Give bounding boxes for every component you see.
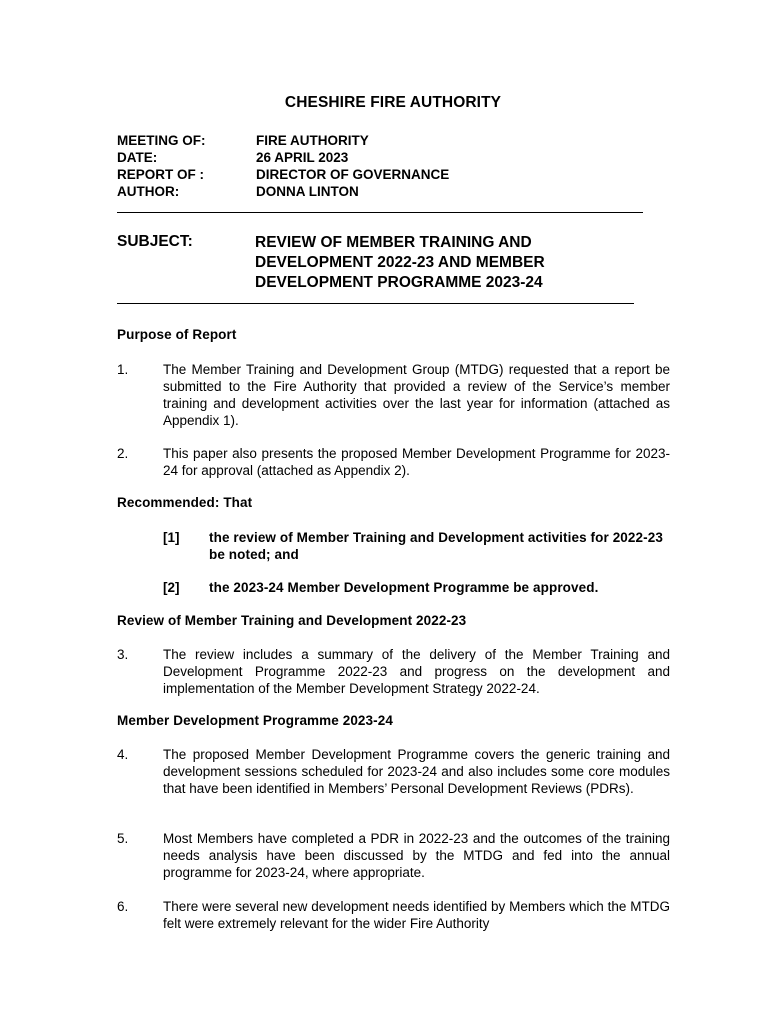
paragraph-1 bbox=[117, 361, 670, 429]
recommendation-number: [1] bbox=[163, 530, 180, 545]
subject-text bbox=[255, 233, 655, 293]
paragraph-text: This paper also presents the proposed Member Development Programme for 2023-24 for approval (attached as Appendix 2). bbox=[163, 446, 670, 478]
programme-heading: Member Development Programme 2023-24 bbox=[117, 713, 393, 728]
paragraph-number: 1. bbox=[117, 362, 129, 377]
meeting-details bbox=[117, 132, 449, 200]
paragraph-number: 3. bbox=[117, 647, 129, 662]
divider-line bbox=[117, 303, 634, 304]
recommendation-text: the review of Member Training and Development activities for 2022-23 be noted; and bbox=[209, 530, 663, 562]
paragraph-text: The Member Training and Development Group (MTDG) requested that a report be submitted to the Fire Authority that provided a review of the Service’s member training and development activities over the last year for information (attached as Appendix 1). bbox=[163, 362, 670, 428]
paragraph-text: The review includes a summary of the delivery of the Member Training and Development Programme 2022-23 and progress on the development and implementation of the Member Development Strategy 2022-24. bbox=[163, 647, 670, 696]
meta-label: MEETING OF: bbox=[117, 133, 206, 148]
document-title: CHESHIRE FIRE AUTHORITY bbox=[284, 94, 502, 111]
paragraph-5 bbox=[117, 830, 670, 881]
paragraph-number: 4. bbox=[117, 747, 129, 762]
subject-line: DEVELOPMENT PROGRAMME 2023-24 bbox=[255, 274, 543, 291]
meta-row-report-of bbox=[117, 166, 449, 183]
paragraph-text: The proposed Member Development Programme covers the generic training and development sessions scheduled for 2023-24 and also includes some core modules that have been identified in Members’ Personal Development Reviews (PDRs). bbox=[163, 747, 670, 796]
recommendation-text: the 2023-24 Member Development Programme be approved. bbox=[209, 580, 599, 595]
paragraph-4 bbox=[117, 746, 670, 797]
recommendation-1 bbox=[163, 529, 670, 563]
paragraph-number: 6. bbox=[117, 899, 129, 914]
divider-line bbox=[117, 212, 643, 213]
paragraph-number: 2. bbox=[117, 446, 129, 461]
meta-label: DATE: bbox=[117, 150, 158, 165]
paragraph-2 bbox=[117, 445, 670, 479]
meta-value: DONNA LINTON bbox=[256, 184, 359, 199]
subject-line: REVIEW OF MEMBER TRAINING AND bbox=[255, 234, 532, 251]
recommendation-number: [2] bbox=[163, 580, 180, 595]
paragraph-6 bbox=[117, 898, 670, 932]
meta-label: REPORT OF : bbox=[117, 167, 204, 182]
meta-value: DIRECTOR OF GOVERNANCE bbox=[256, 167, 450, 182]
meta-value: FIRE AUTHORITY bbox=[256, 133, 369, 148]
review-heading: Review of Member Training and Development 2022-23 bbox=[117, 613, 467, 628]
meta-row-author bbox=[117, 183, 449, 200]
paragraph-3 bbox=[117, 646, 670, 697]
meta-value: 26 APRIL 2023 bbox=[256, 150, 349, 165]
purpose-heading: Purpose of Report bbox=[117, 327, 237, 342]
paragraph-text: There were several new development needs identified by Members which the MTDG felt were extremely relevant for the wider Fire Authority bbox=[163, 899, 670, 931]
recommendation-2 bbox=[163, 579, 670, 596]
meta-label: AUTHOR: bbox=[117, 184, 180, 199]
meta-row-meeting bbox=[117, 132, 449, 149]
paragraph-number: 5. bbox=[117, 831, 129, 846]
subject-label: SUBJECT: bbox=[117, 233, 193, 250]
meta-row-date bbox=[117, 149, 449, 166]
recommended-heading: Recommended: That bbox=[117, 495, 253, 510]
paragraph-text: Most Members have completed a PDR in 2022-23 and the outcomes of the training needs analysis have been discussed by the MTDG and fed into the annual programme for 2023-24, where appropriate. bbox=[163, 831, 670, 880]
subject-line: DEVELOPMENT 2022-23 AND MEMBER bbox=[255, 254, 545, 271]
